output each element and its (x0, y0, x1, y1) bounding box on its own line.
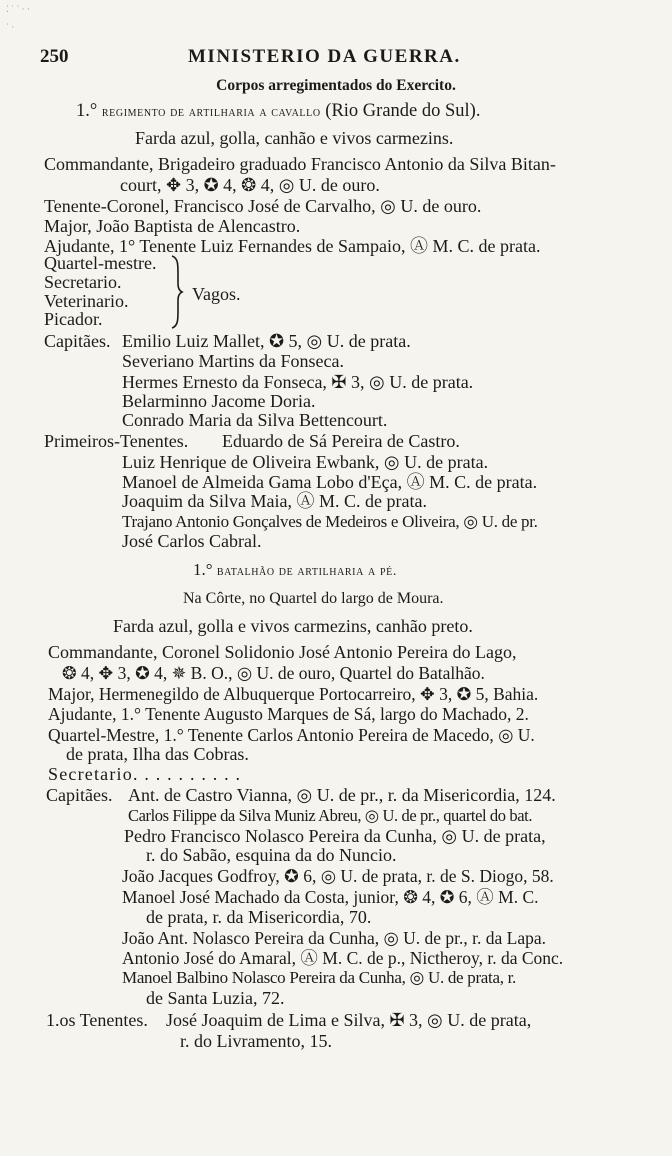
regiment-line: Tenente-Coronel, Francisco José de Carvalho, ◎ U. de ouro. (44, 196, 482, 216)
captain-entry: de Santa Luzia, 72. (146, 988, 285, 1008)
page-noise-mark: ˙ · (6, 22, 15, 32)
regiment-line: court, ✥ 3, ✪ 4, ❂ 4, ◎ U. de ouro. (120, 175, 380, 195)
battalion-line: de prata, Ilha das Cobras. (66, 744, 249, 764)
vacant-post: Picador. (44, 309, 103, 329)
battalion-line: Quartel-Mestre, 1.° Tenente Carlos Antonio Pereira de Macedo, ◎ U. (48, 725, 535, 745)
first-lieutenants-label: Primeiros-Tenentes. (44, 431, 189, 451)
captain-entry: Pedro Francisco Nolasco Pereira da Cunha, ◎ U. de prata, (124, 826, 546, 846)
vacant-post: Quartel-mestre. (44, 253, 157, 273)
lieutenant-entry: Joaquim da Silva Maia, Ⓐ M. C. de prata. (122, 491, 427, 511)
captain-entry: Hermes Ernesto da Fonseca, ✠ 3, ◎ U. de prata. (122, 372, 474, 392)
lieutenants-label: 1.os Tenentes. (46, 1010, 148, 1030)
regiment-heading-place: (Rio Grande do Sul). (325, 101, 481, 121)
curly-brace (168, 254, 184, 330)
page-noise-mark: ⁚ ˙ ˙ · · (6, 4, 30, 14)
captain-entry: Conrado Maria da Silva Bettencourt. (122, 410, 388, 430)
battalion-heading (193, 560, 397, 582)
lieutenant-entry: José Carlos Cabral. (122, 531, 262, 551)
captain-entry: Manoel Balbino Nolasco Pereira da Cunha, ◎ U. de prata, r. (122, 968, 516, 987)
vacant-post: Veterinario. (44, 291, 129, 311)
captains-label: Capitães. (44, 331, 111, 351)
lieutenant-entry: Manoel de Almeida Gama Lobo d'Eça, Ⓐ M. C. de prata. (122, 472, 538, 492)
battalion-line: Major, Hermenegildo de Albuquerque Portocarreiro, ✥ 3, ✪ 5, Bahia. (48, 684, 539, 704)
captain-entry: Antonio José do Amaral, Ⓐ M. C. de p., Nictheroy, r. da Conc. (122, 948, 564, 968)
regiment-heading (76, 101, 480, 123)
regiment-uniform: Farda azul, golla, canhão e vivos carmezins. (135, 128, 454, 148)
captain-entry: Belarminno Jacome Doria. (122, 391, 316, 411)
captain-entry: João Jacques Godfroy, ✪ 6, ◎ U. de prata, r. de S. Diogo, 58. (122, 866, 554, 886)
page-number: 250 (40, 46, 69, 67)
lieutenant-entry: r. do Livramento, 15. (180, 1031, 332, 1051)
captain-entry: de prata, r. da Misericordia, 70. (146, 907, 372, 927)
regiment-line: Ajudante, 1° Tenente Luiz Fernandes de Sampaio, Ⓐ M. C. de prata. (44, 236, 541, 256)
running-header (40, 46, 640, 72)
regiment-heading-number: 1.° (76, 101, 98, 121)
vacant-value: Vagos. (192, 284, 241, 304)
running-title: MINISTERIO DA GUERRA. (188, 46, 461, 67)
section-title: Corpos arregimentados do Exercito. (216, 77, 456, 94)
captains-label: Capitães. (46, 785, 113, 805)
captain-entry: Carlos Filippe da Silva Muniz Abreu, ◎ U. de pr., quartel do bat. (128, 806, 533, 825)
vacant-post: Secretario. (44, 272, 122, 292)
regiment-line: Commandante, Brigadeiro graduado Francisco Antonio da Silva Bitan- (44, 154, 556, 174)
lieutenant-entry: Trajano Antonio Gonçalves de Medeiros e Oliveira, ◎ U. de pr. (122, 512, 538, 531)
battalion-line: ❂ 4, ✥ 3, ✪ 4, ✵ B. O., ◎ U. de ouro, Quartel do Batalhão. (62, 663, 485, 683)
lieutenant-entry: José Joaquim de Lima e Silva, ✠ 3, ◎ U. de prata, (166, 1010, 532, 1030)
battalion-line: Ajudante, 1.° Tenente Augusto Marques de Sá, largo do Machado, 2. (48, 704, 529, 724)
battalion-line: Commandante, Coronel Solidonio José Antonio Pereira do Lago, (48, 642, 517, 662)
battalion-uniform: Farda azul, golla e vivos carmezins, canhão preto. (113, 616, 473, 636)
captain-entry: João Ant. Nolasco Pereira da Cunha, ◎ U. de pr., r. da Lapa. (122, 928, 546, 948)
battalion-heading-number: 1.° (193, 560, 213, 579)
captain-entry: Ant. de Castro Vianna, ◎ U. de pr., r. da Misericordia, 124. (128, 785, 556, 805)
captain-entry: Emilio Luiz Mallet, ✪ 5, ◎ U. de prata. (122, 331, 411, 351)
battalion-line: Secretario. . . . . . . . . . (48, 764, 242, 784)
captain-entry: r. do Sabão, esquina da do Nuncio. (146, 845, 397, 865)
captain-entry: Severiano Martins da Fonseca. (122, 351, 344, 371)
regiment-line: Major, João Baptista de Alencastro. (44, 216, 301, 236)
lieutenant-entry: Eduardo de Sá Pereira de Castro. (222, 431, 460, 451)
captain-entry: Manoel José Machado da Costa, junior, ❂ 4, ✪ 6, Ⓐ M. C. (122, 887, 539, 907)
regiment-heading-caps: regimento de artilharia a cavallo (101, 105, 321, 120)
lieutenant-entry: Luiz Henrique de Oliveira Ewbank, ◎ U. de prata. (122, 452, 489, 472)
battalion-location: Na Côrte, no Quartel do largo de Moura. (183, 590, 444, 607)
battalion-heading-caps: batalhão de artilharia a pé. (216, 564, 397, 579)
